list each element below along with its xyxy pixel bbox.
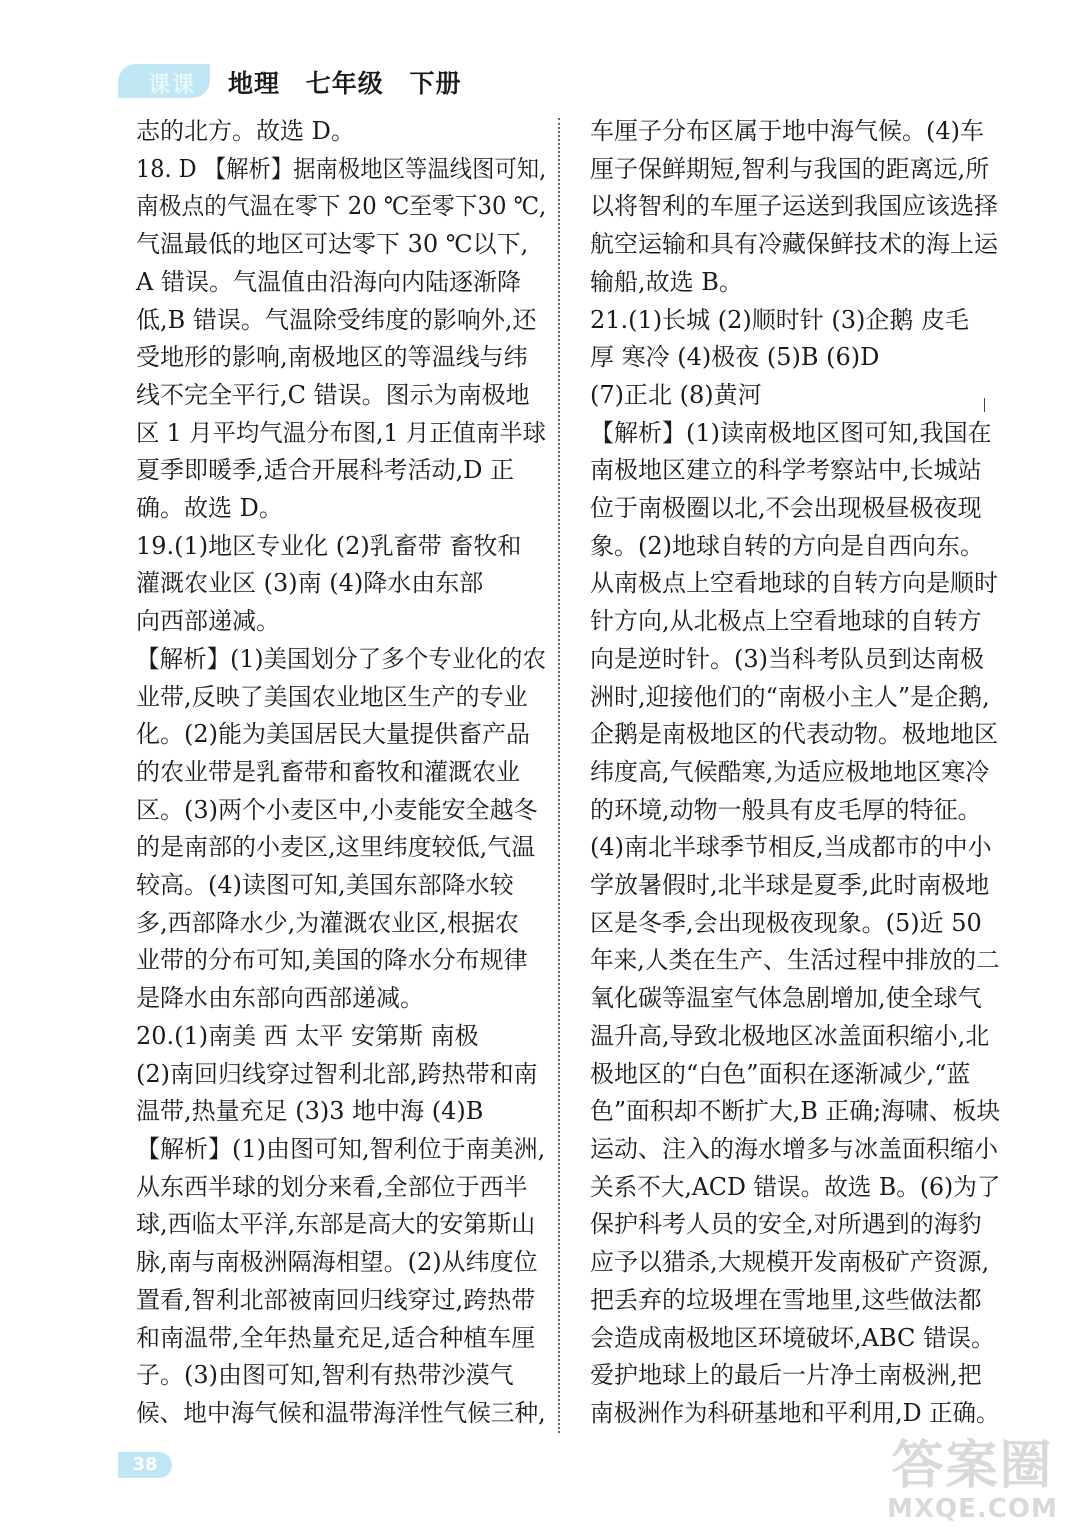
text-line: 21.(1)长城 (2)顺时针 (3)企鹅 皮毛 (590, 305, 970, 334)
watermark-text-en: MXQE.COM (887, 1494, 1058, 1524)
text-line: 区是冬季,会出现极夜现象。(5)近 50 (590, 908, 982, 937)
text-line: 象。(2)地球自转的方向是自西向东。 (590, 531, 984, 560)
text-line: 确。故选 D。 (136, 494, 283, 523)
text-line: 志的北方。故选 D。 (136, 117, 355, 145)
text-line: 洲时,迎接他们的“南极小主人”是企鹅, (590, 682, 990, 711)
text-line: 南极地区建立的科学考察站中,长城站 (590, 456, 982, 485)
text-line: 从东西半球的划分来看,全部位于西半 (136, 1172, 528, 1201)
header-badge (118, 64, 210, 98)
text-line: 脉,南与南极洲隔海相望。(2)从纬度位 (136, 1248, 538, 1277)
text-line: 多,西部降水少,为灌溉农业区,根据农 (136, 908, 519, 937)
text-line: 置看,智利北部被南回归线穿过,跨热带 (136, 1285, 536, 1314)
text-line: 航空运输和具有冷藏保鲜技术的海上运 (590, 230, 998, 259)
text-line: 南极洲作为科研基地和平利用,D 正确。 (590, 1398, 1000, 1427)
text-line: 的环境,动物一般具有皮毛厚的特征。 (590, 795, 982, 824)
watermark-logo (880, 1438, 1065, 1530)
watermark-text-cn: 答案圈 (891, 1436, 1054, 1496)
text-line: 区 1 月平均气温分布图,1 月正值南半球 (136, 418, 547, 447)
header-volume: 下册 (409, 69, 462, 98)
text-line: 子。(3)由图可知,智利有热带沙漠气 (136, 1361, 514, 1390)
text-line: 企鹅是南极地区的代表动物。极地地区 (590, 720, 998, 749)
text-line: 温升高,导致北极地区冰盖面积缩小,北 (590, 1021, 990, 1050)
header-title (228, 64, 477, 100)
right-column (590, 113, 1000, 1433)
text-line: 会造成南极地区环境破坏,ABC 错误。 (590, 1323, 996, 1352)
header-badge-text: 课课 (148, 73, 197, 98)
text-line: 厚 寒冷 (4)极夜 (5)B (6)D (590, 343, 880, 372)
text-line: 【解析】(1)由图可知,智利位于南美洲, (136, 1134, 546, 1163)
text-line: 南极点的气温在零下 20 ℃至零下30 ℃, (136, 192, 547, 221)
column-divider (558, 118, 560, 1433)
text-line: 低,B 错误。气温除受纬度的影响外,还 (136, 305, 537, 334)
text-line: 的农业带是乳畜带和畜牧和灌溉农业 (136, 757, 520, 786)
text-line: (4)南北半球季节相反,当成都市的中小 (590, 833, 992, 862)
text-line: 车厘子分布区属于地中海气候。(4)车 (590, 117, 984, 145)
text-line: 厘子保鲜期短,智利与我国的距离远,所 (590, 154, 990, 183)
left-column (136, 113, 546, 1433)
text-line: 运动、注入的海水增多与冰盖面积缩小 (590, 1134, 998, 1163)
text-line: 化。(2)能为美国居民大量提供畜产品 (136, 720, 530, 749)
text-line: 向西部递减。 (136, 607, 280, 636)
text-line: 年来,人类在生产、生活过程中排放的二 (590, 946, 1000, 975)
text-line: 氧化碳等温室气体急剧增加,使全球气 (590, 984, 982, 1013)
text-line: 区。(3)两个小麦区中,小麦能安全越冬 (136, 795, 538, 824)
text-line: 以将智利的车厘子运送到我国应该选择 (590, 192, 998, 221)
text-line: 纬度高,气候酷寒,为适应极地地区寒冷 (590, 757, 990, 786)
header-grade: 七年级 (305, 69, 384, 98)
text-line: 是降水由东部向西部递减。 (136, 984, 424, 1013)
text-line: 受地形的影响,南极地区的等温线与纬 (136, 343, 528, 372)
text-line: 【解析】(1)美国划分了多个专业化的农 (136, 644, 546, 673)
text-line: 色”面积却不断扩大,B 正确;海啸、板块 (590, 1097, 1001, 1126)
text-line: 的是南部的小麦区,这里纬度较低,气温 (136, 833, 536, 862)
text-line: 球,西临太平洋,东部是高大的安第斯山 (136, 1210, 536, 1239)
text-line: 从南极点上空看地球的自转方向是顺时 (590, 569, 998, 598)
text-line: 夏季即暖季,适合开展科考活动,D 正 (136, 456, 515, 485)
text-line: 关系不大,ACD 错误。故选 B。(6)为了 (590, 1172, 1001, 1201)
text-line: 19.(1)地区专业化 (2)乳畜带 畜牧和 (136, 531, 522, 560)
text-line: 向是逆时针。(3)当科考队员到达南极 (590, 644, 984, 673)
text-line: 业带的分布可知,美国的降水分布规律 (136, 946, 528, 975)
text-line: (7)正北 (8)黄河 (590, 380, 762, 409)
text-line: 位于南极圈以北,不会出现极昼极夜现 (590, 494, 982, 523)
header-subject: 地理 (228, 69, 281, 98)
text-line: 和南温带,全年热量充足,适合种植车厘 (136, 1323, 536, 1352)
text-line: 较高。(4)读图可知,美国东部降水较 (136, 871, 514, 900)
text-line: 极地区的“白色”面积在逐渐减少,“蓝 (590, 1059, 971, 1088)
margin-tick-mark (984, 398, 985, 412)
text-line: 应予以猎杀,大规模开发南极矿产资源, (590, 1248, 990, 1277)
text-line: 线不完全平行,C 错误。图示为南极地 (136, 380, 530, 409)
page-header (118, 62, 1018, 102)
text-line: A 错误。气温值由沿海向内陆逐渐降 (136, 267, 521, 296)
text-line: 输船,故选 B。 (590, 267, 743, 296)
text-line: 业带,反映了美国农业地区生产的专业 (136, 682, 528, 711)
page-number: 38 (118, 1452, 172, 1478)
text-line: 学放暑假时,北半球是夏季,此时南极地 (590, 871, 990, 900)
text-line: 保护科考人员的安全,对所遇到的海豹 (590, 1210, 982, 1239)
text-line: 候、地中海气候和温带海洋性气候三种, (136, 1398, 546, 1427)
text-line: 18. D 【解析】据南极地区等温线图可知, (136, 154, 547, 183)
text-line: 【解析】(1)读南极地区图可知,我国在 (590, 418, 992, 447)
text-line: 把丢弃的垃圾埋在雪地里,这些做法都 (590, 1285, 982, 1314)
text-line: 针方向,从北极点上空看地球的自转方 (590, 607, 982, 636)
text-line: 温带,热量充足 (3)3 地中海 (4)B (136, 1097, 484, 1126)
text-line: 爱护地球上的最后一片净土南极洲,把 (590, 1361, 982, 1390)
text-line: 20.(1)南美 西 太平 安第斯 南极 (136, 1021, 479, 1050)
text-line: 气温最低的地区可达零下 30 ℃以下, (136, 230, 529, 259)
text-line: (2)南回归线穿过智利北部,跨热带和南 (136, 1059, 538, 1088)
text-line: 灌溉农业区 (3)南 (4)降水由东部 (136, 569, 484, 598)
